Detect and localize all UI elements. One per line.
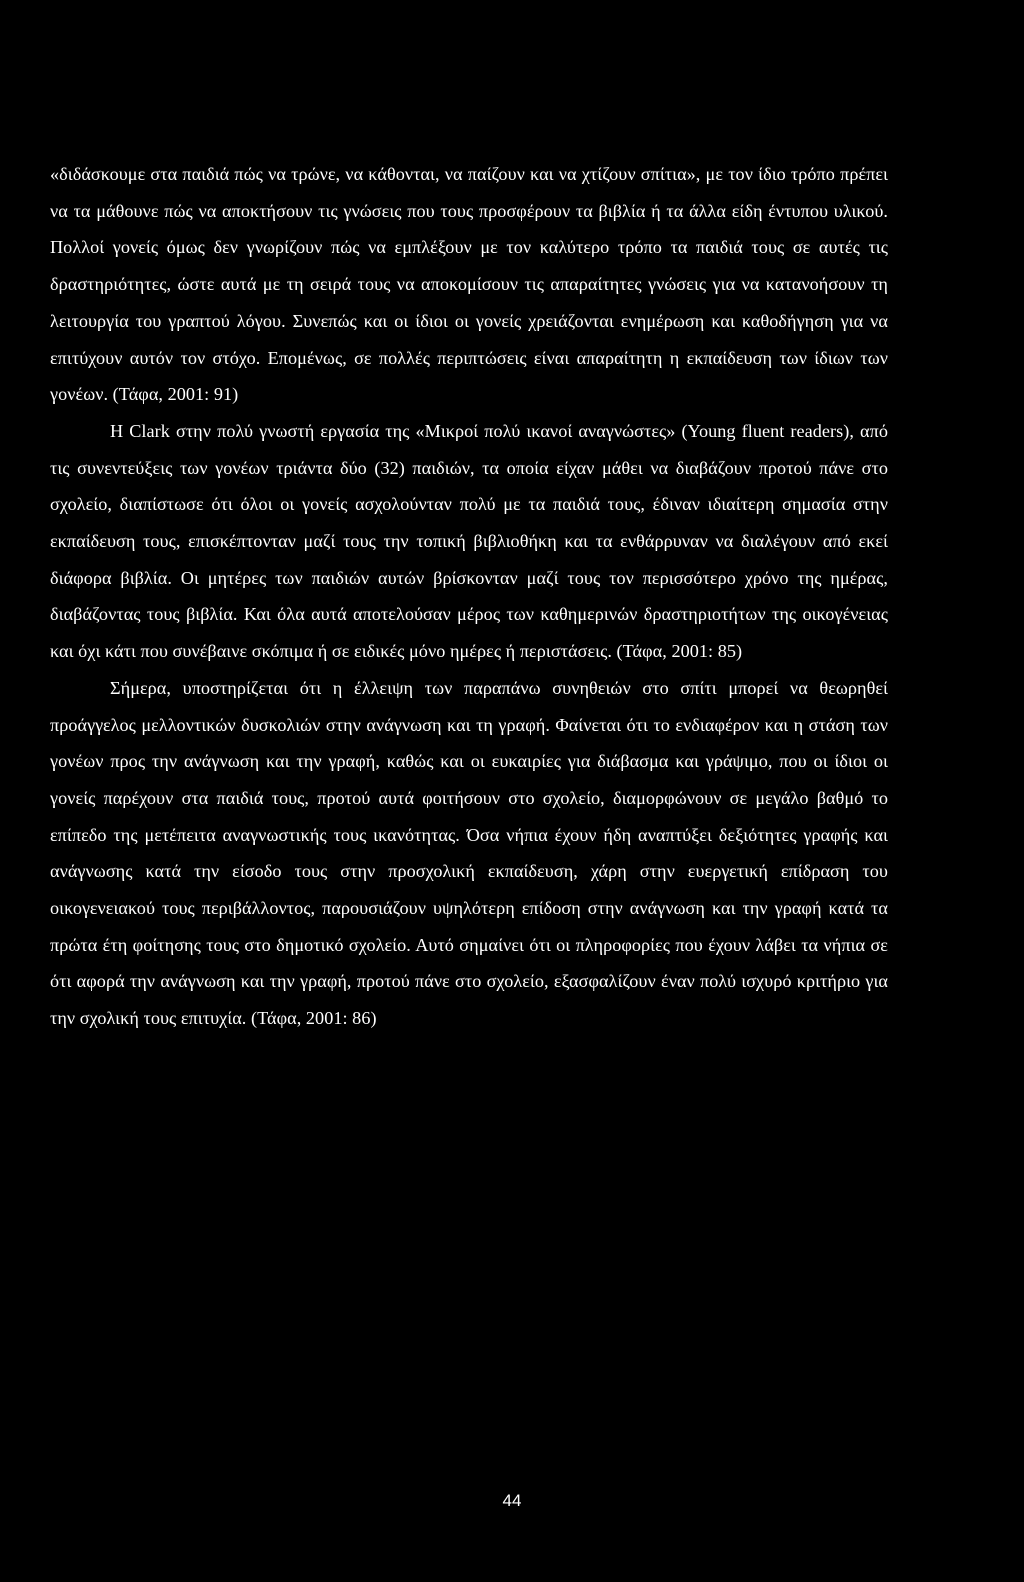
paragraph-2: Η Clark στην πολύ γνωστή εργασία της «Μικροί πολύ ικανοί αναγνώστες» (Young fluent readers), από τις συνεντεύξεις των γονέων τριάντα δύο (32) παιδιών, τα οποία είχαν μάθει να διαβάζουν προτού πάνε στο σχολείο, διαπίστωσε ότι όλοι οι γονείς ασχολούνταν πολύ με τα παιδιά τους, έδιναν ιδιαίτερη σημασία στην εκπαίδευση τους, επισκέπτονταν μαζί τους την τοπική βιβλιοθήκη και τα ενθάρρυναν να διαλέγουν από εκεί διάφορα βιβλία. Οι μητέρες των παιδιών αυτών βρίσκονταν μαζί τους τον περισσότερο χρόνο της ημέρας, διαβάζοντας τους βιβλία. Και όλα αυτά αποτελούσαν μέρος των καθημερινών δραστηριοτήτων της οικογένειας και όχι κάτι που συνέβαινε σκόπιμα ή σε ειδικές μόνο ημέρες ή περιστάσεις. (Τάφα, 2001: 85) — [50, 420, 888, 662]
paragraph-3: Σήμερα, υποστηρίζεται ότι η έλλειψη των παραπάνω συνηθειών στο σπίτι μπορεί να θεωρηθεί προάγγελος μελλοντικών δυσκολιών στην ανάγνωση και τη γραφή. Φαίνεται ότι το ενδιαφέρον και η στάση των γονέων προς την ανάγνωση και την γραφή, καθώς και οι ευκαιρίες για διάβασμα και γράψιμο, που οι ίδιοι οι γονείς παρέχουν στα παιδιά τους, προτού αυτά φοιτήσουν στο σχολείο, διαμορφώνουν σε μεγάλο βαθμό το επίπεδο της μετέπειτα αναγνωστικής τους ικανότητας. Όσα νήπια έχουν ήδη αναπτύξει δεξιότητες γραφής και ανάγνωσης κατά την είσοδο τους στην προσχολική εκπαίδευση, χάρη στην ευεργετική επίδραση του οικογενειακού τους περιβάλλοντος, παρουσιάζουν υψηλότερη επίδοση στην ανάγνωση και την γραφή κατά τα πρώτα έτη φοίτησης τους στο δημοτικό σχολείο. Αυτό σημαίνει ότι οι πληροφορίες που έχουν λάβει τα νήπια σε ότι αφορά την ανάγνωση και την γραφή, προτού πάνε στο σχολείο, εξασφαλίζουν έναν πολύ ισχυρό κριτήριο για την σχολική τους επιτυχία. (Τάφα, 2001: 86) — [50, 677, 888, 1029]
page-number: 44 — [502, 1491, 522, 1510]
body-text — [50, 156, 888, 1037]
paragraph-1: «διδάσκουμε στα παιδιά πώς να τρώνε, να κάθονται, να παίζουν και να χτίζουν σπίτια», με τον ίδιο τρόπο πρέπει να τα μάθουνε πώς να αποκτήσουν τις γνώσεις που τους προσφέρουν τα βιβλία ή τα άλλα είδη έντυπου υλικού. Πολλοί γονείς όμως δεν γνωρίζουν πώς να εμπλέξουν με τον καλύτερο τρόπο τα παιδιά τους σε αυτές τις δραστηριότητες, ώστε αυτά με τη σειρά τους να αποκομίσουν τις απαραίτητες γνώσεις για να κατανοήσουν τη λειτουργία του γραπτού λόγου. Συνεπώς και οι ίδιοι οι γονείς χρειάζονται ενημέρωση και καθοδήγηση για να επιτύχουν αυτόν τον στόχο. Επομένως, σε πολλές περιπτώσεις είναι απαραίτητη η εκπαίδευση των ίδιων των γονέων. (Τάφα, 2001: 91) — [50, 164, 888, 405]
